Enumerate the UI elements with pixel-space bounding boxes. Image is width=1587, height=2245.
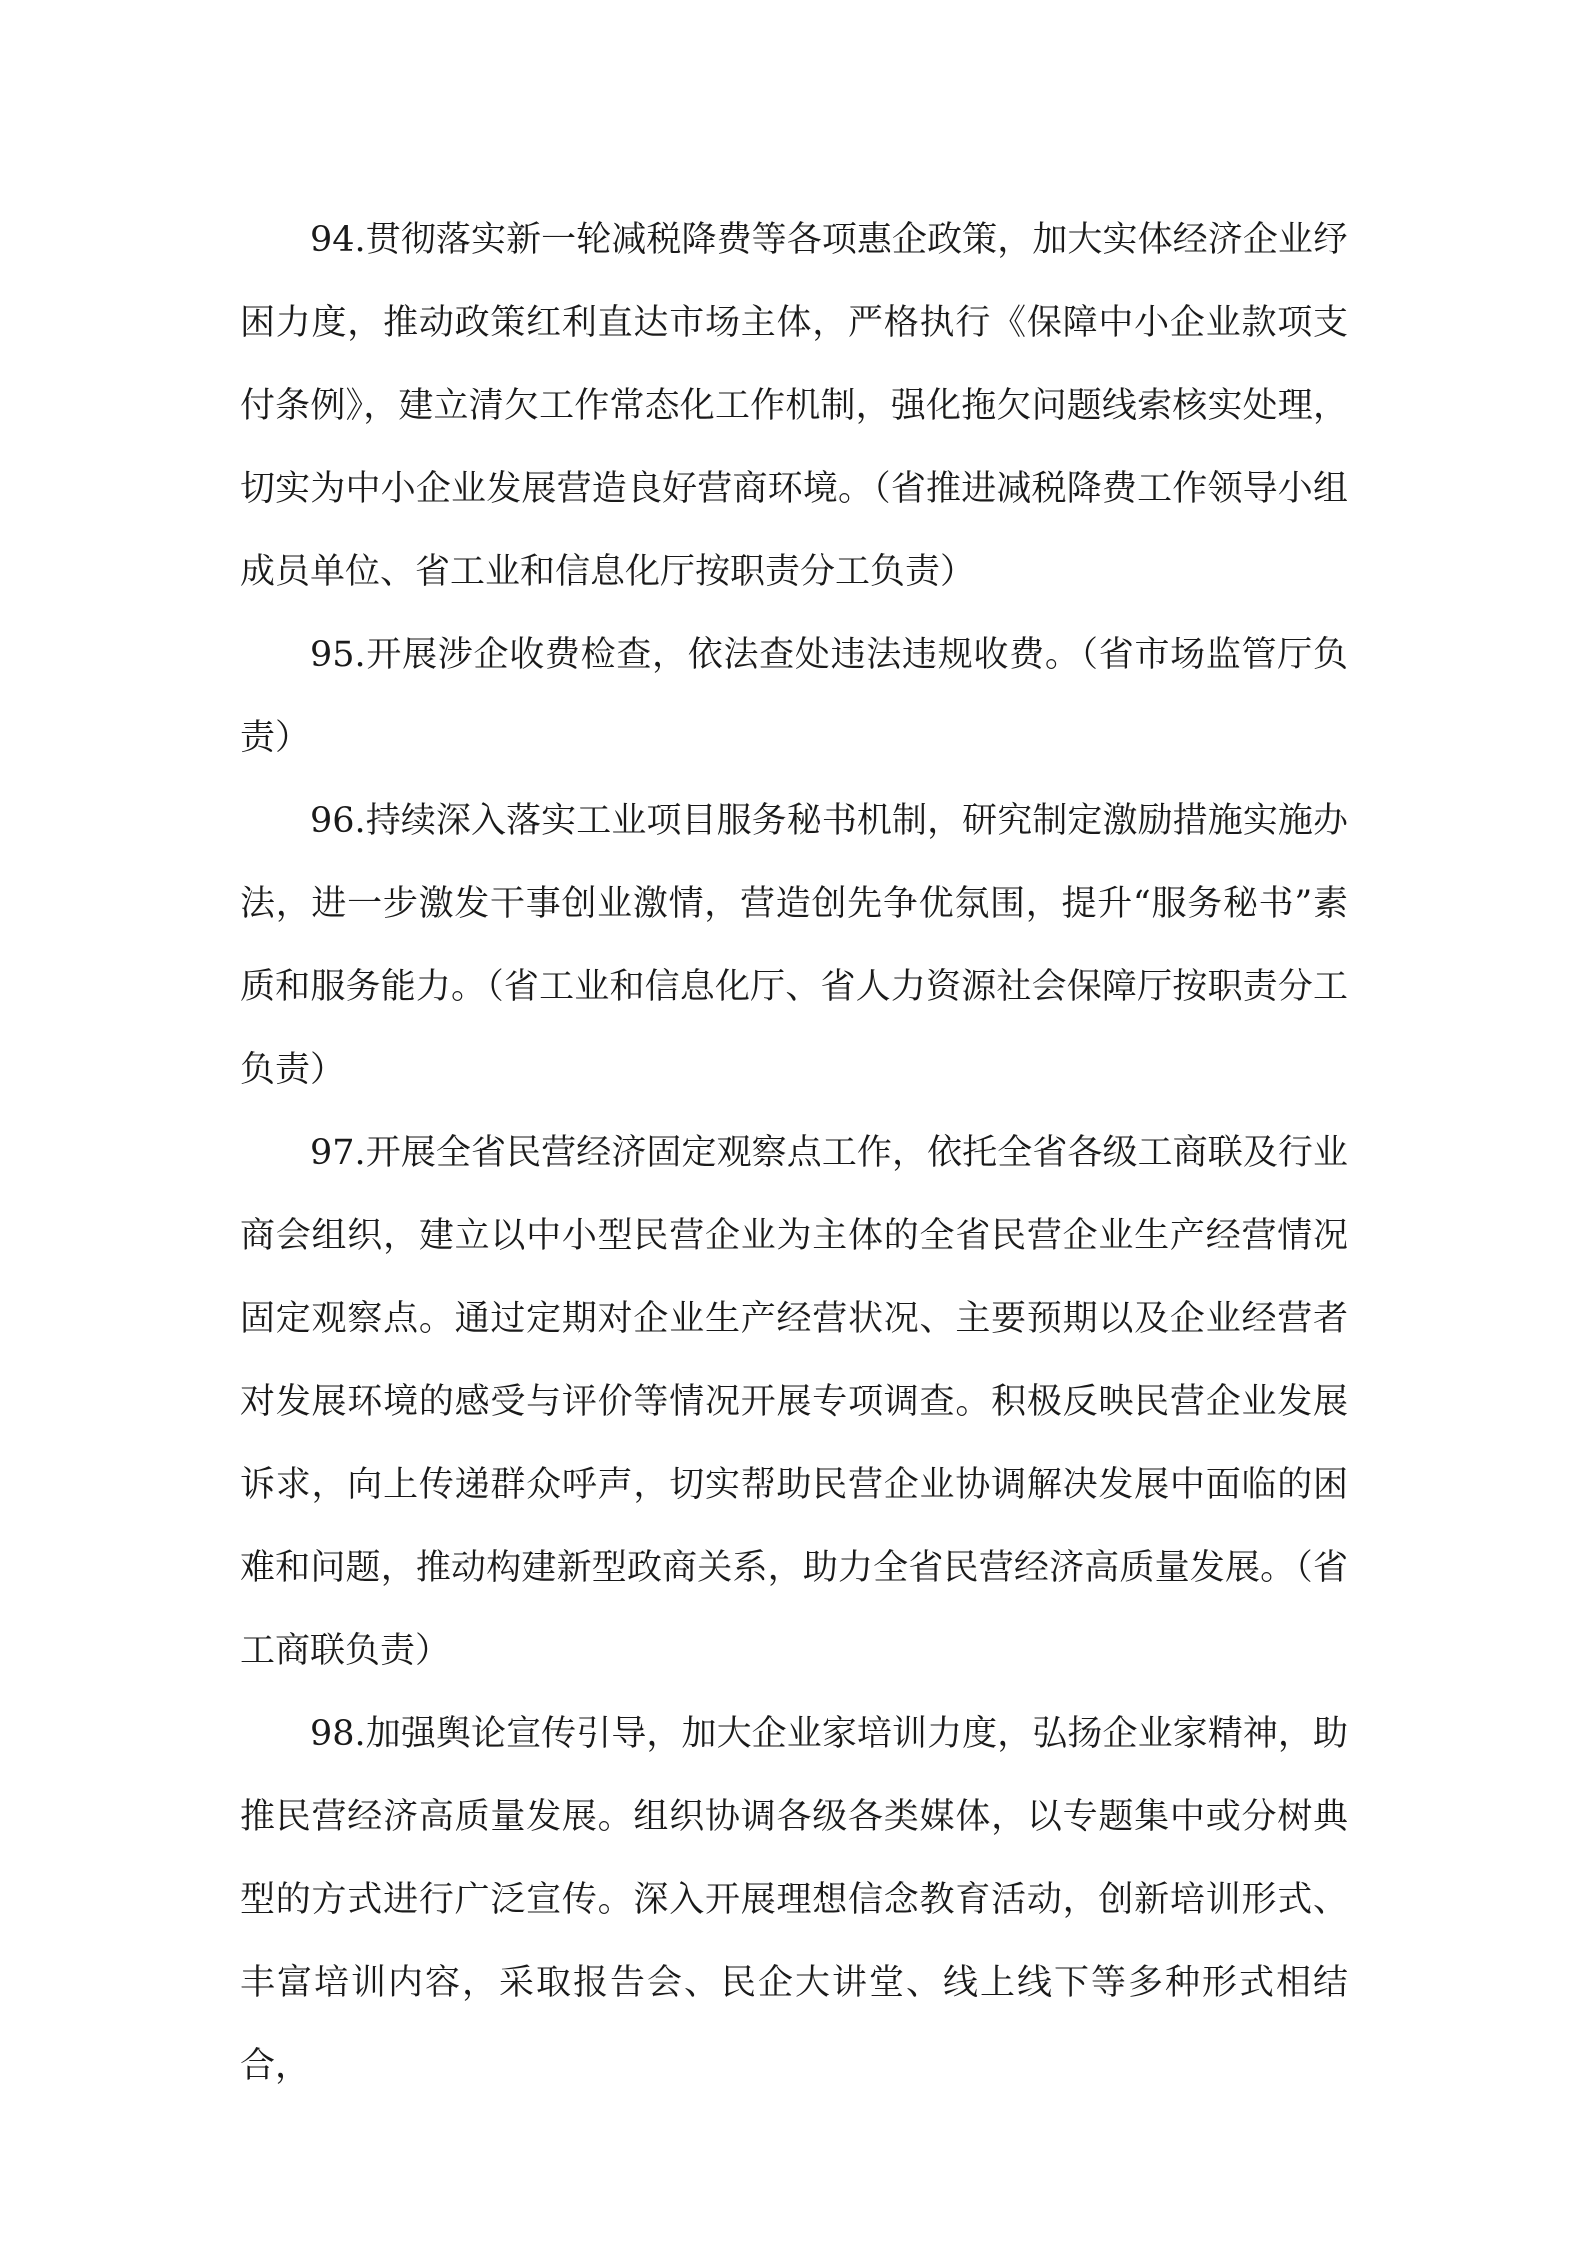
paragraph-item-94: 94.贯彻落实新一轮减税降费等各项惠企政策，加大实体经济企业纾困力度，推动政策红利直达市场主体，严格执行《保障中小企业款项支付条例》，建立清欠工作常态化工作机制，强化拖欠问题线索核实处理，切实为中小企业发展营造良好营商环境。（省推进减税降费工作领导小组成员单位、省工业和信息化厅按职责分工负责） — [240, 220, 1348, 592]
document-body — [240, 199, 1348, 2108]
paragraph-item-97: 97.开展全省民营经济固定观察点工作，依托全省各级工商联及行业商会组织，建立以中小型民营企业为主体的全省民营企业生产经营情况固定观察点。通过定期对企业生产经营状况、主要预期以及企业经营者对发展环境的感受与评价等情况开展专项调查。积极反映民营企业发展诉求，向上传递群众呼声，切实帮助民营企业协调解决发展中面临的困难和问题，推动构建新型政商关系，助力全省民营经济高质量发展。（省工商联负责） — [240, 1133, 1348, 1671]
paragraph-item-95: 95.开展涉企收费检查，依法查处违法违规收费。（省市场监管厅负责） — [240, 635, 1348, 758]
paragraph-item-96: 96.持续深入落实工业项目服务秘书机制，研究制定激励措施实施办法，进一步激发干事创业激情，营造创先争优氛围，提升“服务秘书”素质和服务能力。（省工业和信息化厅、省人力资源社会保障厅按职责分工负责） — [240, 801, 1348, 1090]
paragraph-item-98: 98.加强舆论宣传引导，加大企业家培训力度，弘扬企业家精神，助推民营经济高质量发展。组织协调各级各类媒体，以专题集中或分树典型的方式进行广泛宣传。深入开展理想信念教育活动，创新培训形式、丰富培训内容，采取报告会、民企大讲堂、线上线下等多种形式相结合， — [240, 1714, 1348, 2086]
